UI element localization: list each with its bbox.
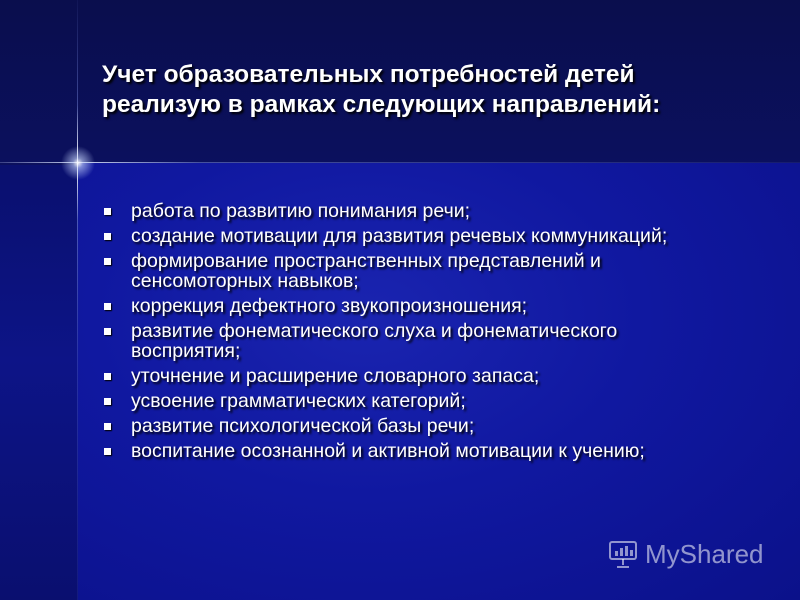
list-item	[100, 201, 780, 221]
list-item	[100, 321, 780, 361]
list-item	[100, 251, 780, 291]
list-item-text: коррекция дефектного звукопроизношения;	[131, 295, 528, 317]
list-item-text: усвоение грамматических категорий;	[131, 390, 466, 412]
bullet-list	[100, 201, 780, 466]
square-bullet-icon	[104, 303, 111, 310]
list-item-text: развитие психологической базы речи;	[131, 415, 475, 437]
light-flare	[58, 143, 98, 183]
list-item-text: создание мотивации для развития речевых коммуникаций;	[131, 225, 668, 247]
title-line-1: Учет образовательных потребностей детей	[102, 61, 635, 88]
list-item-text-continued: сенсомоторных навыков;	[131, 270, 359, 292]
watermark-text: MyShared	[645, 538, 764, 569]
square-bullet-icon	[104, 233, 111, 240]
square-bullet-icon	[104, 258, 111, 265]
list-item	[100, 366, 780, 386]
square-bullet-icon	[104, 328, 111, 335]
horizontal-divider	[0, 162, 800, 163]
list-item-text: формирование пространственных представлений и	[131, 250, 601, 272]
list-item	[100, 441, 780, 461]
square-bullet-icon	[104, 208, 111, 215]
list-item	[100, 416, 780, 436]
list-item-text: работа по развитию понимания речи;	[131, 200, 471, 222]
slide-title	[102, 60, 782, 120]
title-line-2: реализую в рамках следующих направлений:	[102, 91, 661, 118]
list-item-text: уточнение и расширение словарного запаса;	[131, 365, 540, 387]
presentation-icon	[607, 538, 639, 570]
square-bullet-icon	[104, 398, 111, 405]
square-bullet-icon	[104, 448, 111, 455]
vertical-divider	[77, 0, 78, 600]
list-item-text: развитие фонематического слуха и фонематического	[131, 320, 618, 342]
list-item-text: воспитание осознанной и активной мотивации к учению;	[131, 440, 645, 462]
square-bullet-icon	[104, 373, 111, 380]
list-item	[100, 296, 780, 316]
myshared-watermark[interactable]	[607, 536, 764, 572]
list-item-text-continued: восприятия;	[131, 340, 241, 362]
list-item	[100, 391, 780, 411]
list-item	[100, 226, 780, 246]
square-bullet-icon	[104, 423, 111, 430]
